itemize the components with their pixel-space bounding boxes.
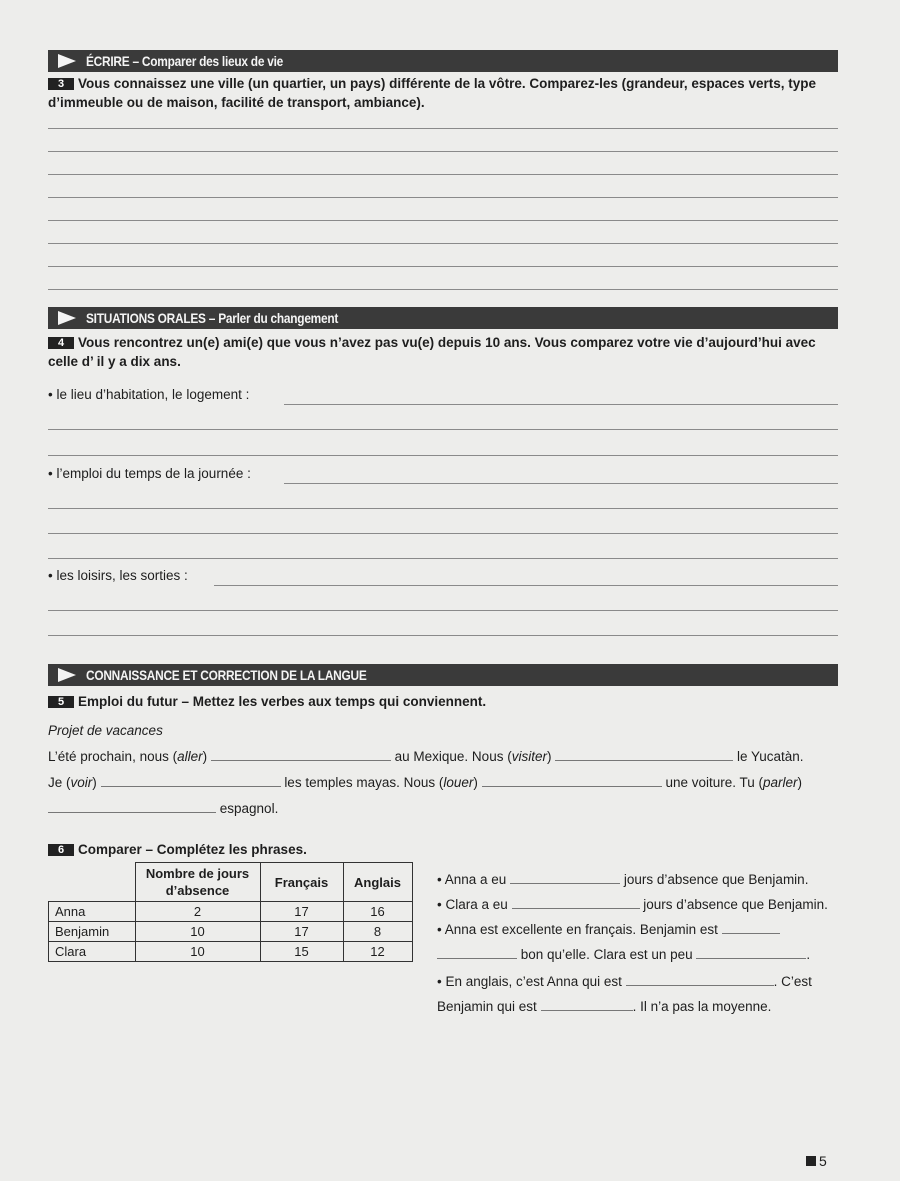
text-segment: . Il n’a pas la moyenne. <box>632 999 772 1014</box>
answer-blank[interactable] <box>555 760 733 761</box>
table-row <box>49 942 413 962</box>
table-header-row <box>49 863 413 902</box>
writing-line[interactable] <box>48 174 838 175</box>
table-row <box>49 902 413 922</box>
table-header <box>49 863 136 902</box>
answer-blank[interactable] <box>722 933 780 934</box>
section-banner-ecrire <box>48 50 838 72</box>
table-cell: Clara <box>49 942 136 962</box>
arrow-icon <box>58 311 76 325</box>
text-segment: • Anna est excellente en français. Benjamin est <box>437 922 718 937</box>
text-segment: au Mexique. Nous ( <box>394 749 512 764</box>
writing-line[interactable] <box>48 455 838 456</box>
writing-line[interactable] <box>48 508 838 509</box>
answer-blank[interactable] <box>510 883 620 884</box>
writing-line[interactable] <box>48 533 838 534</box>
answer-blank[interactable] <box>101 786 281 787</box>
table-cell: 10 <box>135 922 260 942</box>
verb-hint: louer <box>443 775 474 790</box>
writing-line[interactable] <box>48 128 838 129</box>
table-cell: 10 <box>135 942 260 962</box>
compare-sentence-6 <box>437 999 771 1014</box>
exercise-4-instruction <box>48 333 838 371</box>
text-segment: . C’est <box>773 974 812 989</box>
exercise-subtitle: Projet de vacances <box>48 723 163 738</box>
section-banner-connaissance-langue <box>48 664 838 686</box>
answer-blank[interactable] <box>48 812 216 813</box>
exercise-6-instruction <box>48 840 838 859</box>
arrow-icon <box>58 668 76 682</box>
writing-line[interactable] <box>48 151 838 152</box>
verb-hint: aller <box>177 749 203 764</box>
text-segment: le Yucatàn. <box>737 749 804 764</box>
verb-hint: parler <box>763 775 798 790</box>
text-segment: • Anna a eu <box>437 872 507 887</box>
table-header: Anglais <box>343 863 412 902</box>
writing-line[interactable] <box>48 610 838 611</box>
square-icon <box>806 1156 816 1166</box>
writing-line[interactable] <box>284 404 838 405</box>
table-cell: Anna <box>49 902 136 922</box>
answer-blank[interactable] <box>211 760 391 761</box>
table-row <box>49 922 413 942</box>
table-header: Français <box>260 863 343 902</box>
text-segment: L’été prochain, nous ( <box>48 749 178 764</box>
exercise-number: 3 <box>48 78 74 90</box>
answer-blank[interactable] <box>626 985 774 986</box>
text-segment: jours d’absence que Benjamin. <box>643 897 828 912</box>
instruction-text: Vous connaissez une ville (un quartier, un pays) différente de la vôtre. Comparez-les (grandeur, espaces verts, type d’immeuble ou de maison, facilité de transport, ambiance). <box>48 76 816 110</box>
writing-line[interactable] <box>214 585 838 586</box>
compare-sentence-5 <box>437 974 812 989</box>
compare-sentence-1 <box>437 872 808 887</box>
text-segment: ) <box>202 749 208 764</box>
writing-line[interactable] <box>48 429 838 430</box>
instruction-text: Emploi du futur – Mettez les verbes aux temps qui conviennent. <box>78 694 487 709</box>
table-cell: 16 <box>343 902 412 922</box>
text-segment: espagnol. <box>219 801 279 816</box>
answer-blank[interactable] <box>437 958 517 959</box>
answer-blank[interactable] <box>541 1010 633 1011</box>
text-segment: . <box>806 947 811 962</box>
banner-title: ÉCRIRE – Comparer des lieux de vie <box>86 53 284 69</box>
arrow-icon <box>58 54 76 68</box>
banner-title: CONNAISSANCE ET CORRECTION DE LA LANGUE <box>86 667 367 683</box>
exercise-number: 4 <box>48 337 74 349</box>
future-sentence-line-3 <box>48 801 278 816</box>
page-number <box>806 1153 827 1169</box>
table-cell: Benjamin <box>49 922 136 942</box>
exercise-number: 5 <box>48 696 74 708</box>
table-cell: 2 <box>135 902 260 922</box>
writing-line[interactable] <box>48 220 838 221</box>
instruction-text: Comparer – Complétez les phrases. <box>78 842 307 857</box>
text-segment: ) <box>473 775 478 790</box>
page-number-text: 5 <box>819 1153 827 1169</box>
table-cell: 8 <box>343 922 412 942</box>
text-segment: ) <box>546 749 552 764</box>
table-cell: 12 <box>343 942 412 962</box>
future-sentence-line-1 <box>48 749 804 764</box>
compare-sentence-2 <box>437 897 828 912</box>
text-segment: les temples mayas. Nous ( <box>284 775 444 790</box>
exercise-5-instruction <box>48 692 838 711</box>
verb-hint: voir <box>70 775 93 790</box>
answer-blank[interactable] <box>512 908 640 909</box>
text-segment: • En anglais, c’est Anna qui est <box>437 974 622 989</box>
text-segment: ) <box>797 775 803 790</box>
answer-blank[interactable] <box>696 958 806 959</box>
text-segment: Benjamin qui est <box>437 999 537 1014</box>
text-segment: ) <box>92 775 97 790</box>
text-segment: jours d’absence que Benjamin. <box>623 872 809 887</box>
writing-line[interactable] <box>48 197 838 198</box>
bullet-habitation: • le lieu d’habitation, le logement : <box>48 387 250 402</box>
text-segment: une voiture. Tu ( <box>665 775 763 790</box>
table-cell: 17 <box>260 902 343 922</box>
writing-line[interactable] <box>48 635 838 636</box>
verb-hint: visiter <box>511 749 547 764</box>
table-cell: 15 <box>260 942 343 962</box>
absence-grades-table <box>48 862 413 962</box>
text-segment: Je ( <box>48 775 71 790</box>
bullet-emploi-du-temps: • l’emploi du temps de la journée : <box>48 466 251 481</box>
bullet-loisirs: • les loisirs, les sorties : <box>48 568 188 583</box>
section-banner-situations-orales <box>48 307 838 329</box>
table-header: Nombre de jours d’absence <box>135 863 260 902</box>
writing-line[interactable] <box>48 243 838 244</box>
exercise-3-instruction <box>48 74 838 112</box>
table-cell: 17 <box>260 922 343 942</box>
text-segment: bon qu’elle. Clara est un peu <box>520 947 693 962</box>
compare-sentence-4 <box>437 947 810 962</box>
writing-line[interactable] <box>48 266 838 267</box>
writing-line[interactable] <box>284 483 838 484</box>
writing-line[interactable] <box>48 558 838 559</box>
writing-line[interactable] <box>48 289 838 290</box>
text-segment: • Clara a eu <box>437 897 508 912</box>
exercise-number: 6 <box>48 844 74 856</box>
answer-blank[interactable] <box>482 786 662 787</box>
banner-title: SITUATIONS ORALES – Parler du changement <box>86 310 339 326</box>
compare-sentence-3 <box>437 922 780 937</box>
future-sentence-line-2 <box>48 775 802 790</box>
instruction-text: Vous rencontrez un(e) ami(e) que vous n’avez pas vu(e) depuis 10 ans. Vous comparez votre vie d’aujourd’hui avec celle d’ il y a dix ans. <box>48 335 816 369</box>
